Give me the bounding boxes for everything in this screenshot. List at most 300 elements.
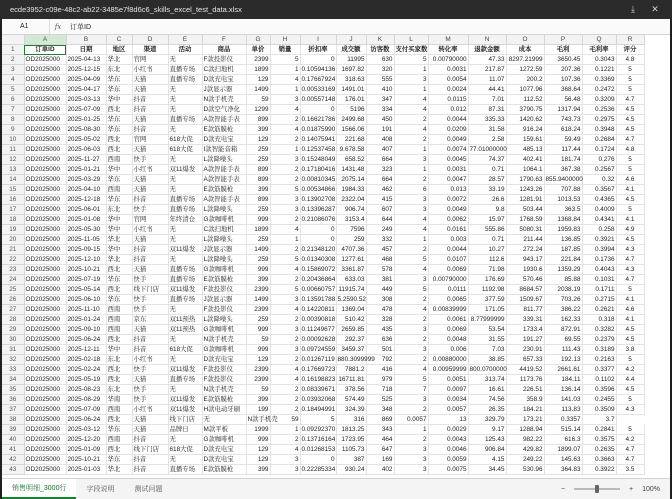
- cell[interactable]: 407: [366, 145, 394, 155]
- cell[interactable]: 5: [616, 165, 644, 175]
- cell[interactable]: 363.5: [544, 205, 582, 215]
- cell[interactable]: OD2025000: [24, 145, 66, 155]
- cell[interactable]: 双11爆发: [168, 245, 202, 255]
- cell[interactable]: 西北: [106, 105, 132, 115]
- cell[interactable]: 无: [168, 305, 202, 315]
- cell[interactable]: 0.00790000: [428, 275, 468, 285]
- cell[interactable]: 4.5: [616, 235, 644, 245]
- cell[interactable]: 1317.94: [544, 105, 582, 115]
- cell[interactable]: 399: [246, 125, 270, 135]
- name-box[interactable]: A1: [2, 19, 50, 34]
- cell[interactable]: OD2025000: [24, 345, 66, 355]
- cell[interactable]: 1899: [246, 65, 270, 75]
- column-title-cell[interactable]: 评分: [616, 45, 644, 55]
- cell[interactable]: 450: [366, 115, 394, 125]
- cell[interactable]: 1: [270, 65, 300, 75]
- cell[interactable]: 抖音: [132, 95, 168, 105]
- cell[interactable]: 74.56: [468, 395, 506, 405]
- cell[interactable]: 85.88: [544, 275, 582, 285]
- cell[interactable]: 2: [270, 115, 300, 125]
- cell[interactable]: 192.13: [544, 355, 582, 365]
- sheet-tab-test-questions[interactable]: 测试问题: [134, 486, 163, 493]
- cell[interactable]: N款手机壳: [247, 416, 278, 424]
- cell[interactable]: 2399: [246, 305, 270, 315]
- column-title-cell[interactable]: 毛利: [544, 45, 582, 55]
- cell[interactable]: 999: [246, 265, 270, 275]
- cell[interactable]: 0.3596: [582, 385, 616, 395]
- row-header[interactable]: 22: [2, 255, 24, 265]
- cell[interactable]: 259: [246, 315, 270, 325]
- cell[interactable]: F款投影仪: [202, 305, 246, 315]
- cell[interactable]: 华北: [106, 255, 132, 265]
- cell[interactable]: 西北: [106, 375, 132, 385]
- cell[interactable]: 0.0049: [428, 135, 468, 145]
- cell[interactable]: 145.63: [544, 455, 582, 465]
- cell[interactable]: 4.7: [616, 135, 644, 145]
- close-icon[interactable]: ✕: [651, 4, 659, 14]
- cell[interactable]: 2025-01-08: [66, 215, 106, 225]
- cell[interactable]: 5: [616, 65, 644, 75]
- cell[interactable]: 570.46: [506, 275, 544, 285]
- column-title-cell[interactable]: 成交额: [336, 45, 366, 55]
- row-header[interactable]: 28: [2, 315, 24, 325]
- cell[interactable]: 2322.04: [336, 195, 366, 205]
- cell[interactable]: 0.3948: [582, 125, 616, 135]
- cell[interactable]: 1: [394, 235, 428, 245]
- cell[interactable]: 0.0062: [428, 215, 468, 225]
- cell[interactable]: 东北: [106, 385, 132, 395]
- cell[interactable]: 464: [366, 435, 394, 445]
- cell[interactable]: OD2025000: [24, 115, 66, 125]
- cell[interactable]: 313.74: [468, 375, 506, 385]
- cell[interactable]: 2025-09-10: [66, 325, 106, 335]
- cell[interactable]: F款投影仪: [202, 365, 246, 375]
- cell[interactable]: 0.1736: [582, 255, 616, 265]
- cell[interactable]: 2025-01-09: [66, 445, 106, 455]
- cell[interactable]: 0.0074: [428, 145, 468, 155]
- cell[interactable]: 1499: [246, 245, 270, 255]
- zoom-slider-knob[interactable]: [595, 485, 599, 493]
- cell[interactable]: 官网: [132, 135, 168, 145]
- cell[interactable]: 5: [616, 205, 644, 215]
- column-header-C[interactable]: C: [106, 35, 132, 45]
- cell[interactable]: 0.2841: [582, 425, 616, 435]
- cell[interactable]: 1243.26: [506, 185, 544, 195]
- cell[interactable]: 3: [270, 195, 300, 205]
- cell[interactable]: 457: [366, 245, 394, 255]
- cell[interactable]: 2: [270, 175, 300, 185]
- cell[interactable]: 129: [246, 75, 270, 85]
- cell[interactable]: 无: [168, 85, 202, 95]
- cell[interactable]: 0.3509: [582, 405, 616, 415]
- cell[interactable]: 直播专场: [168, 265, 202, 275]
- cell[interactable]: 4.9: [616, 225, 644, 235]
- row-header[interactable]: 31: [2, 345, 24, 355]
- cell[interactable]: 西南: [106, 155, 132, 165]
- cell[interactable]: E款筋膜枪: [202, 125, 246, 135]
- row-header[interactable]: 20: [2, 235, 24, 245]
- cell[interactable]: 4: [270, 445, 300, 455]
- row-header[interactable]: 7: [2, 105, 24, 115]
- cell[interactable]: 4.7: [616, 275, 644, 285]
- cell[interactable]: 0.0049: [428, 205, 468, 215]
- cell[interactable]: 华东: [106, 115, 132, 125]
- cell[interactable]: 416: [366, 365, 394, 375]
- cell[interactable]: 4.15: [468, 455, 506, 465]
- row-header[interactable]: 41: [2, 445, 24, 455]
- row-header[interactable]: 17: [2, 205, 24, 215]
- cell[interactable]: 272.24: [506, 245, 544, 255]
- cell[interactable]: 0.3357: [544, 415, 582, 425]
- cell[interactable]: 0.276: [582, 155, 616, 165]
- row-header[interactable]: 43: [2, 465, 24, 475]
- cell[interactable]: 2025-09-15: [66, 245, 106, 255]
- cell[interactable]: 5: [616, 425, 644, 435]
- cell[interactable]: 5: [616, 75, 644, 85]
- cell[interactable]: 207.36: [544, 65, 582, 75]
- cell[interactable]: 59: [246, 335, 270, 345]
- row-header[interactable]: 32: [2, 355, 24, 365]
- cell[interactable]: 2025-07-19: [66, 275, 106, 285]
- row-header[interactable]: 21: [2, 245, 24, 255]
- cell[interactable]: 4: [270, 365, 300, 375]
- cell[interactable]: 387: [336, 455, 366, 465]
- cell[interactable]: 4.5: [616, 125, 644, 135]
- cell[interactable]: 7.01: [468, 95, 506, 105]
- cell[interactable]: 5: [616, 355, 644, 365]
- cell[interactable]: 1064.1: [506, 165, 544, 175]
- cell[interactable]: OD2025000: [24, 215, 66, 225]
- cell[interactable]: 2: [270, 245, 300, 255]
- cell[interactable]: F款投影仪: [202, 55, 246, 65]
- cell[interactable]: 无: [168, 255, 202, 265]
- cell[interactable]: 5: [394, 55, 428, 65]
- cell[interactable]: 0.17669723: [301, 366, 336, 374]
- cell[interactable]: OD2025000: [24, 415, 66, 425]
- cell[interactable]: 381: [366, 275, 394, 285]
- cell[interactable]: 0.0069: [428, 325, 468, 335]
- cell[interactable]: 3: [270, 325, 300, 335]
- cell[interactable]: 4: [394, 95, 428, 105]
- cell[interactable]: 9.678.58: [336, 145, 366, 155]
- cell[interactable]: 3650.45: [544, 55, 582, 65]
- cell[interactable]: 0.0111: [428, 285, 468, 295]
- cell[interactable]: 2025-12-18: [66, 195, 106, 205]
- cell[interactable]: 4.2: [616, 365, 644, 375]
- cell[interactable]: 191: [366, 125, 394, 135]
- cell[interactable]: 2: [270, 405, 300, 415]
- cell[interactable]: 4: [394, 305, 428, 315]
- cell[interactable]: 1272.59: [506, 65, 544, 75]
- cell[interactable]: OD2025000: [24, 245, 66, 255]
- cell[interactable]: 抖音: [132, 245, 168, 255]
- row-header[interactable]: 25: [2, 285, 24, 295]
- cell[interactable]: 136.14: [544, 385, 582, 395]
- column-header-Q[interactable]: Q: [582, 35, 616, 45]
- cell[interactable]: 811.77: [506, 305, 544, 315]
- cell[interactable]: 943.17: [506, 255, 544, 265]
- cell[interactable]: 2025-02-18: [66, 355, 106, 365]
- cell[interactable]: 天猫: [132, 375, 168, 385]
- cell[interactable]: 4.1: [616, 215, 644, 225]
- cell[interactable]: 141.03: [544, 395, 582, 405]
- cell[interactable]: 1368.84: [544, 215, 582, 225]
- cell[interactable]: 0.2567: [582, 165, 616, 175]
- cell[interactable]: 无: [168, 455, 202, 465]
- row-header[interactable]: 37: [2, 405, 24, 415]
- cell[interactable]: OD2025000: [24, 85, 66, 95]
- cell[interactable]: 抖音: [132, 465, 168, 475]
- cell[interactable]: 4.7: [616, 455, 644, 465]
- cell[interactable]: 176.01: [336, 95, 366, 105]
- cell[interactable]: 0: [300, 105, 336, 115]
- cell[interactable]: 4707.36: [336, 245, 366, 255]
- cell[interactable]: 618大促: [168, 445, 202, 455]
- cell[interactable]: 916.24: [506, 125, 544, 135]
- cell[interactable]: 618大促: [168, 145, 202, 155]
- cell[interactable]: 647: [366, 445, 394, 455]
- cell[interactable]: 0.15248049: [301, 156, 336, 164]
- cell[interactable]: 4.5: [616, 105, 644, 115]
- cell[interactable]: 0.0069: [428, 265, 468, 275]
- cell[interactable]: 578: [366, 265, 394, 275]
- cell[interactable]: 221.84: [544, 255, 582, 265]
- cell[interactable]: 0.0209: [428, 125, 468, 135]
- cell[interactable]: 2025-07-09: [66, 405, 106, 415]
- cell[interactable]: OD2025000: [24, 425, 66, 435]
- cell[interactable]: 抖音: [132, 125, 168, 135]
- cell[interactable]: 449: [366, 285, 394, 295]
- cell[interactable]: 0.4365: [582, 195, 616, 205]
- cell[interactable]: 2499.68: [336, 115, 366, 125]
- cell[interactable]: 616.3: [544, 435, 582, 445]
- cell[interactable]: 0.11249677: [301, 326, 335, 334]
- cell[interactable]: 7596: [336, 225, 366, 235]
- cell[interactable]: H款电动牙刷: [202, 405, 246, 415]
- cell[interactable]: G款咖啡机: [202, 215, 246, 225]
- cell[interactable]: 112.6: [468, 255, 506, 265]
- cell[interactable]: 329.79: [468, 415, 506, 425]
- cell[interactable]: 5: [616, 395, 644, 405]
- cell[interactable]: 1288.94: [506, 425, 544, 435]
- cell[interactable]: 0.32: [582, 175, 616, 185]
- cell[interactable]: 2025-06-10: [66, 295, 106, 305]
- cell[interactable]: 2659.85: [336, 325, 366, 335]
- cell[interactable]: 0.3189: [582, 345, 616, 355]
- cell[interactable]: 0.0034: [428, 395, 468, 405]
- cell[interactable]: 0.006: [428, 345, 468, 355]
- cell[interactable]: 0.258: [582, 225, 616, 235]
- cell[interactable]: 0.03932068: [301, 396, 336, 404]
- cell[interactable]: 2025-04-09: [66, 75, 106, 85]
- cell[interactable]: OD2025000: [24, 265, 66, 275]
- cell[interactable]: 159.61: [506, 135, 544, 145]
- cell[interactable]: 136.85: [544, 235, 582, 245]
- cell[interactable]: 618大促: [168, 135, 202, 145]
- cell[interactable]: 4.7: [616, 95, 644, 105]
- cell[interactable]: 292.37: [336, 335, 366, 345]
- cell[interactable]: 华东: [106, 195, 132, 205]
- cell[interactable]: 4.1: [616, 185, 644, 195]
- cell[interactable]: 2025-05-02: [66, 135, 106, 145]
- zoom-slider[interactable]: [574, 488, 620, 490]
- cell[interactable]: 0.0044: [428, 115, 468, 125]
- cell[interactable]: 0.01268153: [301, 446, 336, 454]
- cell[interactable]: 0.13902708: [301, 196, 336, 204]
- cell[interactable]: 249.22: [506, 455, 544, 465]
- cell[interactable]: 4: [394, 105, 428, 115]
- cell[interactable]: 415: [366, 195, 394, 205]
- cell[interactable]: 0.0031: [428, 65, 468, 75]
- cell[interactable]: 0.22285334: [301, 466, 336, 474]
- cell[interactable]: 2025-01-21: [66, 165, 106, 175]
- cell[interactable]: 0.0054: [428, 75, 468, 85]
- cell[interactable]: 7: [394, 385, 428, 395]
- cell[interactable]: OD2025000: [24, 95, 66, 105]
- cell[interactable]: 华东: [106, 455, 132, 465]
- cell[interactable]: 西南: [106, 435, 132, 445]
- cell[interactable]: N款手机壳: [202, 385, 246, 395]
- cell[interactable]: OD2025000: [24, 355, 66, 365]
- row-header[interactable]: 29: [2, 325, 24, 335]
- cell[interactable]: 13: [428, 415, 468, 425]
- cell[interactable]: 44.41: [468, 85, 506, 95]
- cell[interactable]: OD2025000: [24, 165, 66, 175]
- cell[interactable]: 0: [300, 225, 336, 235]
- cell[interactable]: 1509.67: [506, 295, 544, 305]
- cell[interactable]: 129: [246, 455, 270, 465]
- cell[interactable]: 658.52: [336, 155, 366, 165]
- cell[interactable]: 0.2684: [582, 135, 616, 145]
- cell[interactable]: 4.7: [616, 445, 644, 455]
- cell[interactable]: 5: [394, 375, 428, 385]
- cell[interactable]: 6: [394, 185, 428, 195]
- row-header[interactable]: 19: [2, 225, 24, 235]
- cell[interactable]: 华东: [106, 85, 132, 95]
- cell[interactable]: 59.49: [544, 135, 582, 145]
- cell[interactable]: 0.003: [428, 235, 468, 245]
- cell[interactable]: F款投影仪: [202, 375, 246, 385]
- cell[interactable]: 1930.6: [506, 265, 544, 275]
- cell[interactable]: 京东: [132, 315, 168, 325]
- cell[interactable]: 0.2536: [582, 105, 616, 115]
- cell[interactable]: 抖音: [132, 255, 168, 265]
- cell[interactable]: A款智能手表: [202, 115, 246, 125]
- cell[interactable]: 0.4009: [582, 205, 616, 215]
- cell[interactable]: 4.6: [616, 175, 644, 185]
- cell[interactable]: 3.8: [616, 345, 644, 355]
- cell[interactable]: 0.0072: [428, 195, 468, 205]
- cell[interactable]: 0.00839999: [428, 305, 468, 315]
- cell[interactable]: 4.5: [616, 335, 644, 345]
- cell[interactable]: 31.55: [468, 335, 506, 345]
- cell[interactable]: 2025-12-15: [66, 65, 106, 75]
- cell[interactable]: 抖音: [132, 455, 168, 465]
- cell[interactable]: 4.4: [616, 375, 644, 385]
- cell[interactable]: 335.33: [468, 115, 506, 125]
- cell[interactable]: 0.0065: [428, 295, 468, 305]
- cell[interactable]: 0.14220811: [301, 306, 335, 314]
- cell[interactable]: 4: [270, 105, 300, 115]
- cell[interactable]: OD2025000: [24, 295, 66, 305]
- cell[interactable]: 2: [394, 115, 428, 125]
- cell[interactable]: 无: [168, 225, 202, 235]
- cell[interactable]: E款筋膜枪: [202, 465, 246, 475]
- cell[interactable]: OD2025000: [24, 285, 66, 295]
- cell[interactable]: 无: [168, 385, 202, 395]
- cell[interactable]: 0.00959999: [428, 365, 468, 375]
- cell[interactable]: 华北: [106, 465, 132, 475]
- cell[interactable]: 636: [366, 335, 394, 345]
- cell[interactable]: D款充电宝: [202, 75, 246, 85]
- row-header[interactable]: 36: [2, 395, 24, 405]
- cell[interactable]: 555.86: [468, 225, 506, 235]
- cell[interactable]: 515.14: [544, 425, 582, 435]
- cell[interactable]: OD2025000: [24, 235, 66, 245]
- cell[interactable]: 510.42: [336, 315, 366, 325]
- cell[interactable]: 800.0700000: [469, 366, 507, 374]
- cell[interactable]: OD2025000: [24, 205, 66, 215]
- cell[interactable]: 双11预热: [168, 325, 202, 335]
- cell[interactable]: D款充电宝: [202, 355, 246, 365]
- cell[interactable]: 230.91: [506, 345, 544, 355]
- cell[interactable]: 318.63: [336, 75, 366, 85]
- cell[interactable]: 华中: [106, 95, 132, 105]
- cell[interactable]: 377.59: [468, 295, 506, 305]
- cell[interactable]: 1369.04: [336, 305, 366, 315]
- cell[interactable]: OD2025000: [24, 465, 66, 475]
- cell[interactable]: 2025-04-13: [66, 55, 106, 65]
- cell[interactable]: 999: [246, 435, 270, 445]
- cell[interactable]: 西南: [106, 305, 132, 315]
- cell[interactable]: 176.69: [468, 275, 506, 285]
- cell[interactable]: D款充电宝: [202, 445, 246, 455]
- cell[interactable]: 1192.98: [468, 285, 506, 295]
- cell[interactable]: 2: [270, 135, 300, 145]
- cell[interactable]: 0.20436864: [301, 276, 336, 284]
- cell[interactable]: 320: [366, 65, 394, 75]
- cell[interactable]: 0.4043: [582, 265, 616, 275]
- cell[interactable]: 0.10594136: [301, 66, 336, 74]
- cell[interactable]: 0.2621: [582, 305, 616, 315]
- cell[interactable]: 5: [270, 185, 300, 195]
- column-header-R[interactable]: R: [616, 35, 644, 45]
- cell[interactable]: 5: [616, 85, 644, 95]
- cell[interactable]: 华中: [106, 215, 132, 225]
- column-title-cell[interactable]: 日期: [66, 45, 106, 55]
- cell[interactable]: D款充电宝: [202, 455, 246, 465]
- cell[interactable]: 129: [246, 355, 270, 365]
- column-title-cell[interactable]: 转化率: [428, 45, 468, 55]
- cell[interactable]: 872.91: [544, 325, 582, 335]
- cell[interactable]: 0.3994: [582, 245, 616, 255]
- cell[interactable]: 633.03: [336, 275, 366, 285]
- cell[interactable]: E款筋膜枪: [202, 275, 246, 285]
- row-header[interactable]: 9: [2, 125, 24, 135]
- cell[interactable]: 小红书: [132, 65, 168, 75]
- column-header-G[interactable]: G: [246, 35, 270, 45]
- cell[interactable]: E款筋膜枪: [202, 395, 246, 405]
- cell[interactable]: 1790.63: [506, 175, 544, 185]
- cell[interactable]: 1984.33: [336, 185, 366, 195]
- cell[interactable]: 1899.07: [544, 445, 582, 455]
- cell[interactable]: 657.33: [506, 355, 544, 365]
- cell[interactable]: 2: [270, 335, 300, 345]
- cell[interactable]: 直播专场: [168, 375, 202, 385]
- row-header[interactable]: 10: [2, 135, 24, 145]
- cell[interactable]: 0.14075941: [301, 136, 336, 144]
- cell[interactable]: 天猫: [132, 235, 168, 245]
